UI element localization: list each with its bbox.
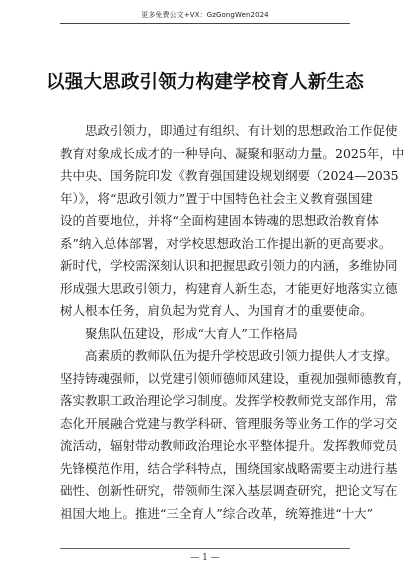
body-line: 教育对象成长成才的一种导向、凝聚和驱动力量。2025年，中 [60, 145, 405, 161]
body-line: 思政引领力，即通过有组织、有计划的思想政治工作促使 [85, 123, 398, 138]
body-line: 祖国大地上。推进“三全育人”综合改革，统筹推进“十大” [60, 505, 374, 521]
body-line: 树人根本任务，肩负起为党育人、为国育才的重要使命。 [60, 303, 373, 318]
header-note: 更多免费公文+VX：GzGongWen2024 [141, 11, 269, 19]
page-number: — 1 — [190, 553, 220, 563]
body-line: 聚焦队伍建设，形成“大育人”工作格局 [85, 325, 298, 341]
footer-divider [60, 548, 350, 549]
body-line: 落实教职工政治理论学习制度。发挥学校教师党支部作用，常 [60, 393, 398, 408]
body-line: 高素质的教师队伍为提升学校思政引领力提供人才支撑。 [85, 348, 398, 363]
body-line: 新时代，学校需深刻认识和把握思政引领力的内涵，多维协同 [60, 258, 398, 273]
body-text [60, 120, 410, 525]
body-line: 流活动，辐射带动教师政治理论水平整体提升。发挥教师党员 [60, 438, 398, 453]
body-line: 形成强大思政引领力，构建育人新生态，才能更好地落实立德 [60, 280, 398, 296]
body-line: 态化开展融合党建与教学科研、管理服务等业务工作的学习交 [60, 415, 398, 431]
body-line: 础性、创新性研究，带领师生深入基层调查研究，把论文写在 [60, 483, 398, 498]
body-line: 先锋模范作用，结合学科特点，围绕国家战略需要主动进行基 [60, 460, 398, 476]
body-line: 共中央、国务院印发《教育强国建设规划纲要（2024—2035 [60, 168, 399, 183]
header-divider [60, 23, 350, 24]
body-line: 系”纳入总体部署，对学校思想政治工作提出新的更高要求。 [60, 235, 392, 251]
body-line: 年）》，将“思政引领力”置于中国特色社会主义教育强国建 [60, 190, 373, 206]
body-line: 坚持铸魂强师，以党建引领师德师风建设，重视加强师德教育， [60, 370, 410, 386]
body-line: 设的首要地位，并将“全面构建固本铸魂的思想政治教育体 [60, 213, 379, 228]
document-title: 以强大思政引领力构建学校育人新生态 [46, 72, 364, 93]
